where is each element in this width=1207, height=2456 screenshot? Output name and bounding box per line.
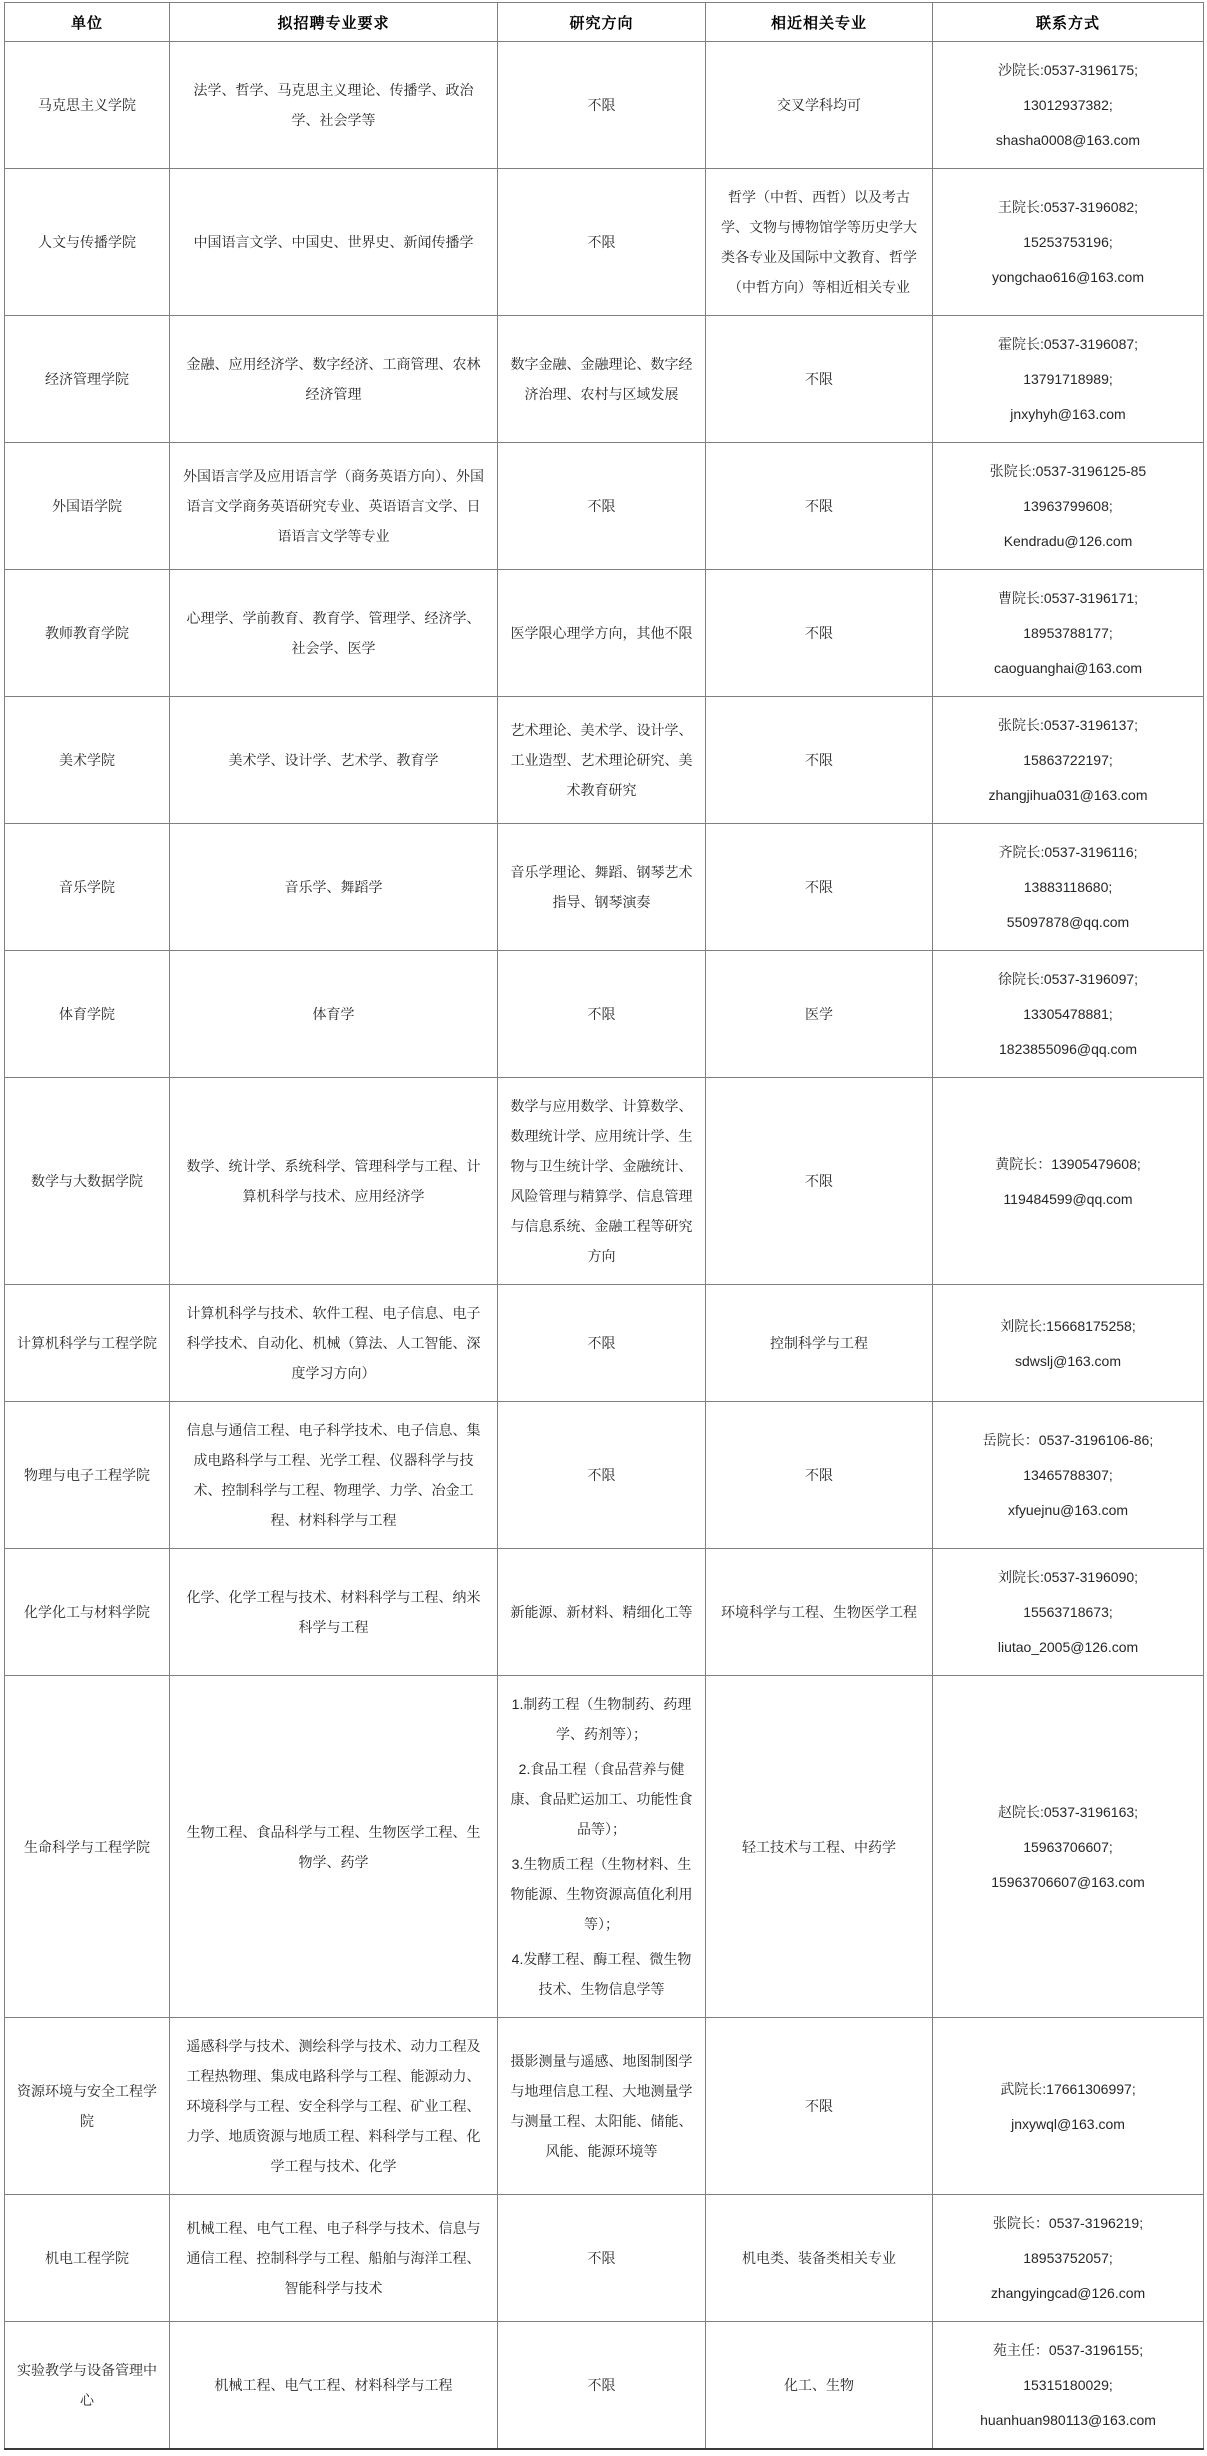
directions-cell — [498, 570, 706, 697]
directions-cell — [498, 2195, 706, 2322]
unit-cell — [5, 1078, 170, 1285]
contact-cell-line: 13791718989; — [1023, 371, 1113, 387]
contact-cell-line: 刘院长:15668175258; — [1000, 1317, 1136, 1334]
contact-cell-line: 15863722197; — [1023, 752, 1113, 768]
related-cell — [706, 2195, 933, 2322]
contact-cell-line: 岳院长：0537-3196106-86; — [982, 1432, 1154, 1448]
contact-cell-line: jnxyhyh@163.com — [1010, 406, 1126, 422]
table-row — [5, 1402, 1204, 1549]
table-row — [5, 1078, 1204, 1285]
related-cell — [706, 824, 933, 951]
unit-cell — [5, 1285, 170, 1402]
contact-cell-line: 张院长:0537-3196137; — [997, 717, 1139, 733]
directions-cell — [498, 316, 706, 443]
related-cell — [706, 1676, 933, 2018]
majors-cell-line: 机械工程、电气工程、电子科学与技术、信息与通信工程、控制科学与工程、船舶与海洋工程、智能科学与技术 — [186, 2220, 481, 2296]
recruitment-table — [4, 2, 1204, 2450]
directions-cell — [498, 443, 706, 570]
contact-cell-line: 张院长：0537-3196219; — [992, 2215, 1144, 2231]
majors-cell-line: 法学、哲学、马克思主义理论、传播学、政治学、社会学等 — [193, 82, 474, 128]
unit-cell — [5, 169, 170, 316]
unit-cell-line: 外国语学院 — [52, 498, 122, 514]
table-row — [5, 824, 1204, 951]
contact-cell — [933, 2018, 1204, 2195]
contact-cell-line: xfyuejnu@163.com — [1007, 1502, 1129, 1518]
unit-cell-line: 音乐学院 — [59, 879, 115, 895]
header-directions: 研究方向 — [498, 3, 706, 42]
related-cell-line: 不限 — [805, 2098, 833, 2114]
contact-cell — [933, 1285, 1204, 1402]
contact-cell-line: zhangjihua031@163.com — [988, 787, 1148, 803]
related-cell — [706, 2322, 933, 2450]
directions-cell-line: 不限 — [587, 97, 616, 113]
unit-cell-line: 计算机科学与工程学院 — [17, 1335, 157, 1351]
directions-cell — [498, 169, 706, 316]
directions-cell — [498, 824, 706, 951]
majors-cell-line: 体育学 — [312, 1006, 355, 1022]
unit-cell-line: 经济管理学院 — [45, 371, 129, 387]
contact-cell-line: 徐院长:0537-3196097; — [997, 971, 1139, 987]
directions-cell-line: 不限 — [587, 2250, 616, 2266]
contact-cell-line: 119484599@qq.com — [1003, 1190, 1133, 1207]
related-cell-line: 不限 — [805, 1467, 833, 1483]
majors-cell-line: 计算机科学与技术、软件工程、电子信息、电子科学技术、自动化、机械（算法、人工智能、深度学习方向） — [186, 1305, 481, 1381]
unit-cell-line: 资源环境与安全工程学院 — [17, 2083, 157, 2129]
contact-cell-line: 黄院长：13905479608; — [995, 1155, 1141, 1172]
unit-cell — [5, 1676, 170, 2018]
contact-cell — [933, 2195, 1204, 2322]
contact-cell-line: 15315180029; — [1023, 2377, 1113, 2393]
directions-cell — [498, 1078, 706, 1285]
related-cell-line: 控制科学与工程 — [770, 1335, 868, 1351]
directions-cell-line: 数字金融、金融理论、数字经济治理、农村与区域发展 — [510, 356, 693, 402]
unit-cell — [5, 951, 170, 1078]
directions-cell — [498, 1285, 706, 1402]
majors-cell — [170, 951, 498, 1078]
contact-cell-line: 13963799608; — [1023, 498, 1113, 514]
directions-cell-line: 摄影测量与遥感、地图制图学与地理信息工程、大地测量学与测量工程、太阳能、储能、风能、能源环境等 — [510, 2053, 693, 2159]
table-row — [5, 697, 1204, 824]
contact-cell — [933, 570, 1204, 697]
majors-cell — [170, 2018, 498, 2195]
related-cell — [706, 1549, 933, 1676]
contact-cell-line: 13305478881; — [1023, 1006, 1113, 1022]
related-cell-line: 不限 — [805, 371, 833, 387]
majors-cell — [170, 824, 498, 951]
contact-cell-line: 13465788307; — [1023, 1467, 1113, 1483]
related-cell-line: 不限 — [805, 752, 833, 768]
table-row — [5, 169, 1204, 316]
related-cell — [706, 1402, 933, 1549]
contact-cell-line: 沙院长:0537-3196175; — [997, 62, 1139, 78]
header-contact: 联系方式 — [933, 3, 1204, 42]
table-row — [5, 1549, 1204, 1676]
contact-cell-line: zhangyingcad@126.com — [990, 2285, 1146, 2301]
unit-cell — [5, 1549, 170, 1676]
unit-cell-line: 人文与传播学院 — [38, 234, 136, 250]
directions-cell-line: 不限 — [587, 1006, 616, 1022]
contact-cell-line: 苑主任：0537-3196155; — [992, 2342, 1144, 2358]
unit-cell — [5, 824, 170, 951]
unit-cell — [5, 443, 170, 570]
table-row — [5, 570, 1204, 697]
unit-cell — [5, 316, 170, 443]
directions-cell-line: 2.食品工程（食品营养与健康、食品贮运加工、功能性食品等）； — [510, 1761, 693, 1837]
contact-cell-line: 18953788177; — [1023, 625, 1113, 641]
directions-cell-line: 不限 — [587, 1467, 616, 1483]
directions-cell-line: 艺术理论、美术学、设计学、工业造型、艺术理论研究、美术教育研究 — [510, 722, 693, 798]
contact-cell-line: 15963706607; — [1023, 1838, 1113, 1855]
related-cell-line: 不限 — [805, 879, 833, 895]
directions-cell-line: 1.制药工程（生物制药、药理学、药剂等）； — [511, 1696, 692, 1742]
majors-cell — [170, 1549, 498, 1676]
majors-cell-line: 化学、化学工程与技术、材料科学与工程、纳米科学与工程 — [186, 1589, 481, 1635]
header-majors: 拟招聘专业要求 — [170, 3, 498, 42]
table-row — [5, 2322, 1204, 2450]
related-cell-line: 交叉学科均可 — [777, 97, 861, 113]
majors-cell — [170, 1676, 498, 2018]
unit-cell — [5, 2195, 170, 2322]
contact-cell — [933, 1549, 1204, 1676]
majors-cell-line: 外国语言学及应用语言学（商务英语方向）、外国语言文学商务英语研究专业、英语语言文学、日语语言文学等专业 — [183, 468, 484, 544]
related-cell — [706, 1285, 933, 1402]
majors-cell — [170, 697, 498, 824]
unit-cell-line: 生命科学与工程学院 — [24, 1838, 150, 1855]
table-header — [5, 3, 1204, 42]
table-row — [5, 951, 1204, 1078]
unit-cell-line: 实验教学与设备管理中心 — [17, 2362, 157, 2408]
unit-cell — [5, 2322, 170, 2450]
directions-cell-line: 数学与应用数学、计算数学、数理统计学、应用统计学、生物与卫生统计学、金融统计、风险管理与精算学、信息管理与信息系统、金融工程等研究方向 — [510, 1098, 693, 1264]
unit-cell-line: 马克思主义学院 — [38, 97, 136, 113]
directions-cell-line: 新能源、新材料、精细化工等 — [510, 1604, 693, 1620]
contact-cell-line: shasha0008@163.com — [995, 132, 1141, 148]
related-cell — [706, 443, 933, 570]
majors-cell-line: 数学、统计学、系统科学、管理科学与工程、计算机科学与技术、应用经济学 — [186, 1158, 481, 1204]
contact-cell-line: 王院长:0537-3196082; — [997, 199, 1139, 215]
contact-cell — [933, 316, 1204, 443]
table-body — [5, 42, 1204, 2450]
unit-cell — [5, 570, 170, 697]
contact-cell-line: 13883118680; — [1023, 879, 1113, 895]
related-cell — [706, 2018, 933, 2195]
unit-cell — [5, 2018, 170, 2195]
directions-cell-line: 不限 — [587, 1335, 616, 1351]
directions-cell — [498, 1676, 706, 2018]
contact-cell — [933, 42, 1204, 169]
contact-cell — [933, 1078, 1204, 1285]
directions-cell-line: 不限 — [587, 234, 616, 250]
majors-cell-line: 心理学、学前教育、教育学、管理学、经济学、社会学、医学 — [186, 610, 481, 656]
contact-cell-line: jnxywql@163.com — [1011, 2115, 1125, 2132]
table-row — [5, 2018, 1204, 2195]
directions-cell — [498, 42, 706, 169]
majors-cell — [170, 1285, 498, 1402]
contact-cell — [933, 169, 1204, 316]
related-cell — [706, 697, 933, 824]
table-row — [5, 1285, 1204, 1402]
unit-cell-line: 物理与电子工程学院 — [24, 1467, 150, 1483]
related-cell-line: 环境科学与工程、生物医学工程 — [721, 1604, 917, 1620]
related-cell-line: 不限 — [805, 625, 833, 641]
unit-cell-line: 机电工程学院 — [45, 2250, 129, 2266]
contact-cell-line: 曹院长:0537-3196171; — [997, 590, 1139, 606]
majors-cell — [170, 169, 498, 316]
majors-cell-line: 音乐学、舞蹈学 — [284, 879, 383, 895]
contact-cell-line: huanhuan980113@163.com — [980, 2412, 1156, 2428]
unit-cell-line: 体育学院 — [59, 1006, 115, 1022]
directions-cell-line: 4.发酵工程、酶工程、微生物技术、生物信息学等 — [511, 1951, 692, 1997]
majors-cell-line: 信息与通信工程、电子科学技术、电子信息、集成电路科学与工程、光学工程、仪器科学与技术、控制科学与工程、物理学、力学、冶金工程、材料科学与工程 — [186, 1422, 481, 1528]
related-cell — [706, 1078, 933, 1285]
contact-cell-line: 18953752057; — [1023, 2250, 1113, 2266]
contact-cell-line: 13012937382; — [1023, 97, 1113, 113]
directions-cell — [498, 2018, 706, 2195]
contact-cell — [933, 824, 1204, 951]
majors-cell — [170, 2195, 498, 2322]
contact-cell-line: 武院长:17661306997; — [1000, 2080, 1136, 2097]
related-cell — [706, 951, 933, 1078]
majors-cell — [170, 2322, 498, 2450]
contact-cell-line: caoguanghai@163.com — [993, 660, 1143, 676]
header-unit: 单位 — [5, 3, 170, 42]
related-cell-line: 轻工技术与工程、中药学 — [742, 1838, 896, 1855]
directions-cell — [498, 697, 706, 824]
unit-cell — [5, 42, 170, 169]
majors-cell-line: 美术学、设计学、艺术学、教育学 — [228, 752, 439, 768]
contact-cell — [933, 1402, 1204, 1549]
directions-cell-line: 不限 — [587, 2377, 616, 2393]
directions-cell-line: 音乐学理论、舞蹈、钢琴艺术指导、钢琴演奏 — [510, 864, 693, 910]
unit-cell — [5, 1402, 170, 1549]
majors-cell-line: 生物工程、食品科学与工程、生物医学工程、生物学、药学 — [186, 1823, 481, 1870]
directions-cell — [498, 951, 706, 1078]
table-row — [5, 443, 1204, 570]
table-row — [5, 316, 1204, 443]
contact-cell — [933, 443, 1204, 570]
contact-cell-line: 15963706607@163.com — [991, 1873, 1145, 1890]
header-related: 相近相关专业 — [706, 3, 933, 42]
contact-cell-line: liutao_2005@126.com — [997, 1639, 1139, 1655]
related-cell-line: 不限 — [805, 1173, 833, 1189]
related-cell-line: 医学 — [805, 1006, 833, 1022]
majors-cell-line: 中国语言文学、中国史、世界史、新闻传播学 — [193, 234, 474, 250]
related-cell-line: 化工、生物 — [784, 2377, 854, 2393]
directions-cell — [498, 1549, 706, 1676]
contact-cell-line: 15563718673; — [1023, 1604, 1113, 1620]
majors-cell-line: 遥感科学与技术、测绘科学与技术、动力工程及工程热物理、集成电路科学与工程、能源动力、环境科学与工程、安全科学与工程、矿业工程、力学、地质资源与地质工程、料科学与工程、化学工程与技术、化学 — [186, 2038, 481, 2174]
directions-cell — [498, 2322, 706, 2450]
related-cell — [706, 169, 933, 316]
directions-cell-line: 不限 — [587, 498, 616, 514]
contact-cell-line: 霍院长:0537-3196087; — [997, 336, 1139, 352]
contact-cell-line: 赵院长:0537-3196163; — [997, 1803, 1139, 1820]
majors-cell-line: 金融、应用经济学、数字经济、工商管理、农林经济管理 — [186, 356, 481, 402]
contact-cell-line: 55097878@qq.com — [1006, 914, 1130, 930]
related-cell — [706, 42, 933, 169]
contact-cell — [933, 2322, 1204, 2450]
unit-cell — [5, 697, 170, 824]
contact-cell-line: 刘院长:0537-3196090; — [997, 1569, 1139, 1585]
table-row — [5, 42, 1204, 169]
contact-cell-line: yongchao616@163.com — [992, 269, 1144, 285]
unit-cell-line: 化学化工与材料学院 — [24, 1604, 150, 1620]
majors-cell — [170, 570, 498, 697]
unit-cell-line: 教师教育学院 — [45, 625, 129, 641]
majors-cell — [170, 1078, 498, 1285]
contact-cell — [933, 1676, 1204, 2018]
related-cell — [706, 570, 933, 697]
contact-cell-line: Kendradu@126.com — [1003, 533, 1133, 549]
contact-cell-line: 张院长:0537-3196125-85 — [989, 463, 1147, 479]
contact-cell-line: sdwslj@163.com — [1014, 1352, 1122, 1369]
related-cell-line: 不限 — [805, 498, 833, 514]
majors-cell — [170, 316, 498, 443]
header-row — [5, 3, 1204, 42]
majors-cell-line: 机械工程、电气工程、材料科学与工程 — [214, 2377, 453, 2393]
contact-cell-line: 1823855096@qq.com — [999, 1041, 1137, 1057]
related-cell-line: 哲学（中哲、西哲）以及考古学、文物与博物馆学等历史学大类各专业及国际中文教育、哲学（中哲方向）等相近相关专业 — [721, 189, 917, 295]
contact-cell — [933, 951, 1204, 1078]
unit-cell-line: 数学与大数据学院 — [31, 1173, 143, 1189]
related-cell-line: 机电类、装备类相关专业 — [742, 2250, 896, 2266]
majors-cell — [170, 443, 498, 570]
contact-cell-line: 齐院长:0537-3196116; — [998, 844, 1138, 860]
majors-cell — [170, 42, 498, 169]
directions-cell-line: 医学限心理学方向，其他不限 — [510, 625, 693, 641]
unit-cell-line: 美术学院 — [59, 752, 115, 768]
table-row — [5, 2195, 1204, 2322]
directions-cell — [498, 1402, 706, 1549]
table-row — [5, 1676, 1204, 2018]
directions-cell-line: 3.生物质工程（生物材料、生物能源、生物资源高值化利用等）； — [510, 1856, 693, 1932]
contact-cell — [933, 697, 1204, 824]
related-cell — [706, 316, 933, 443]
majors-cell — [170, 1402, 498, 1549]
contact-cell-line: 15253753196; — [1023, 234, 1113, 250]
